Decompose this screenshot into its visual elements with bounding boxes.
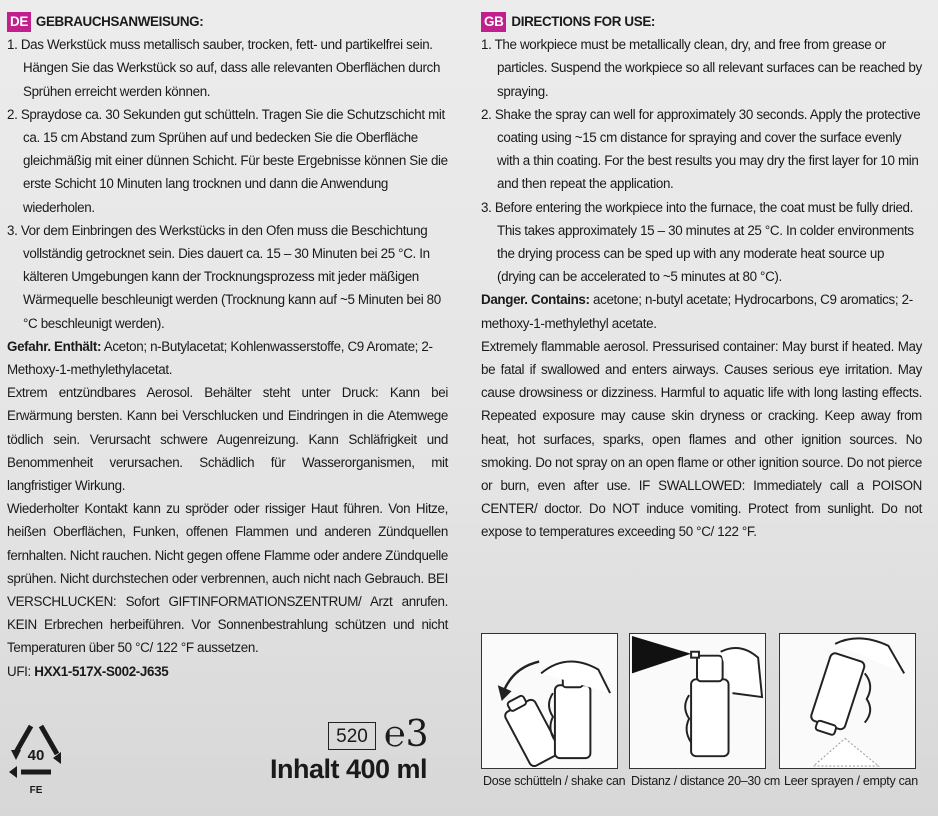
de-language-badge: DE — [7, 12, 31, 32]
gb-warning: Extremely flammable aerosol. Pressurised container: May burst if heated. May be fatal if swallowed and enters airways. Causes serious eye irritation. May cause drowsiness or dizziness. Harmful to aquatic life with long lasting effects. Repeated exposure may cause skin dryness or cracking. Keep away from heat, hot surfaces, sparks, open flames and other ignition sources. No smoking. Do not spray on an open flame or other ignition source. Do not pierce or burn, even after use. IF SWALLOWED: Immediately call a POISON CENTER/ doctor. Do NOT induce vomiting. Protect from sunlight. Do not expose to temperatures exceeding 50 °C/ 122 °F. — [481, 338, 922, 540]
gb-danger-label: Danger. Contains: — [481, 292, 590, 308]
gb-language-badge: GB — [481, 12, 506, 32]
english-instructions — [481, 10, 922, 544]
pictogram-spray-empty — [779, 633, 916, 769]
de-step-2: 2. Spraydose ca. 30 Sekunden gut schütteln. Tragen Sie die Schutzschicht mit ca. 15 cm Abstand zum Sprühen auf und bedecken Sie die Oberfläche gleichmäßig mit einer dünnen Schicht. Für beste Ergebnisse können Sie die erste Schicht 10 Minuten lang trocknen und dann die Anwendung wiederholen. — [7, 106, 448, 215]
estimated-sign-icon: ℮3 — [384, 714, 429, 755]
ufi-code: HXX1-517X-S002-J635 — [34, 663, 169, 679]
german-title: GEBRAUCHSANWEISUNG: — [35, 14, 204, 29]
recycling-symbol — [7, 720, 65, 796]
gb-step-1: 1. The workpiece must be metallically clean, dry, and free from grease or particles. Suspend the workpiece so all relevant surfaces can be reached by spraying. — [481, 37, 922, 99]
caption-spray-empty: Leer sprayen / empty can — [784, 774, 918, 788]
gb-danger — [481, 288, 922, 334]
english-steps — [481, 33, 922, 288]
german-instructions — [7, 10, 448, 683]
de-ufi — [7, 660, 448, 683]
de-warning-2: Wiederholter Kontakt kann zu spröder oder rissiger Haut führen. Von Hitze, heißen Oberflächen, Funken, offenen Flammen und anderen Zündquellen fernhalten. Nicht rauchen. Nicht gegen offene Flamme oder andere Zündquelle sprühen. Nicht durchstechen oder verbrennen, auch nicht nach Gebrauch. BEI VERSCHLUCKEN: Sofort GIFTINFORMATIONSZENTRUM/ Arzt anrufen. KEIN Erbrechen herbeiführen. Vor Sonnenbestrahlung schützen und nicht Temperaturen über 50 °C/ 122 °F aussetzen. — [7, 501, 448, 656]
de-step-3: 3. Vor dem Einbringen des Werkstücks in den Ofen muss die Beschichtung vollständig getrocknet sein. Dies dauert ca. 15 – 30 Minuten bei 25 °C. In kälteren Umgebungen kann der Trocknungsprozess mit jeder mäßigen Wärmequelle beschleunigt werden (Trocknung kann auf ~5 Minuten bei 80 °C beschleunigt werden). — [7, 222, 441, 331]
batch-number-box: 520 — [328, 722, 376, 750]
caption-shake-can: Dose schütteln / shake can — [483, 774, 626, 788]
recycling-code: FE — [29, 785, 43, 796]
german-heading — [7, 10, 448, 33]
recycling-triangle-icon — [7, 720, 65, 796]
german-steps — [7, 33, 448, 335]
gb-danger-text: acetone; n-butyl acetate; Hydrocarbons, C9 aromatics; 2-methoxy-1-methylethyl acetate. — [481, 292, 913, 331]
de-warning-1: Extrem entzündbares Aerosol. Behälter steht unter Druck: Kann bei Erwärmung bersten. Kann bei Verschlucken und Eindringen in die Atemwege tödlich sein. Verursacht schwere Augenreizung. Kann Schläfrigkeit und Benommenheit verursachen. Schädlich für Wasserorganismen, mit langfristiger Wirkung. — [7, 385, 448, 494]
pictogram-spray-distance — [629, 633, 766, 769]
gb-step-3: 3. Before entering the workpiece into the furnace, the coat must be fully dried. This takes approximately 15 – 30 minutes at 25 °C. In colder environments the drying process can be sped up with any moderate heat source up (drying can be accelerated to ~5 minutes at 80 °C). — [481, 199, 914, 285]
pictogram-shake-can — [481, 633, 618, 769]
content-volume: Inhalt 400 ml — [270, 754, 428, 784]
ufi-label: UFI: — [7, 663, 35, 679]
spray-distance-icon — [630, 634, 765, 768]
english-title: DIRECTIONS FOR USE: — [511, 14, 656, 29]
gb-step-2: 2. Shake the spray can well for approximately 30 seconds. Apply the protective coating using ~15 cm distance for spraying and cover the surface evenly with a thin coating. For the best results you may dry the first layer for 10 min and then repeat the application. — [481, 106, 921, 192]
de-danger-text: Aceton; n-Butylacetat; Kohlenwasserstoffe, C9 Aromate; 2-Methoxy-1-methylethylacetat. — [7, 338, 433, 378]
de-danger-label: Gefahr. Enthält: — [7, 338, 102, 354]
caption-spray-distance: Distanz / distance 20–30 cm — [631, 774, 780, 788]
english-heading — [481, 10, 922, 33]
shake-can-icon — [482, 634, 617, 768]
de-step-1: 1. Das Werkstück muss metallisch sauber, trocken, fett- und partikelfrei sein. Hängen Sie das Werkstück so auf, dass alle relevanten Oberflächen durch Sprühen erreicht werden können. — [7, 37, 441, 99]
de-danger — [7, 335, 448, 381]
recycling-number: 40 — [27, 747, 45, 764]
spray-empty-icon — [780, 634, 915, 768]
